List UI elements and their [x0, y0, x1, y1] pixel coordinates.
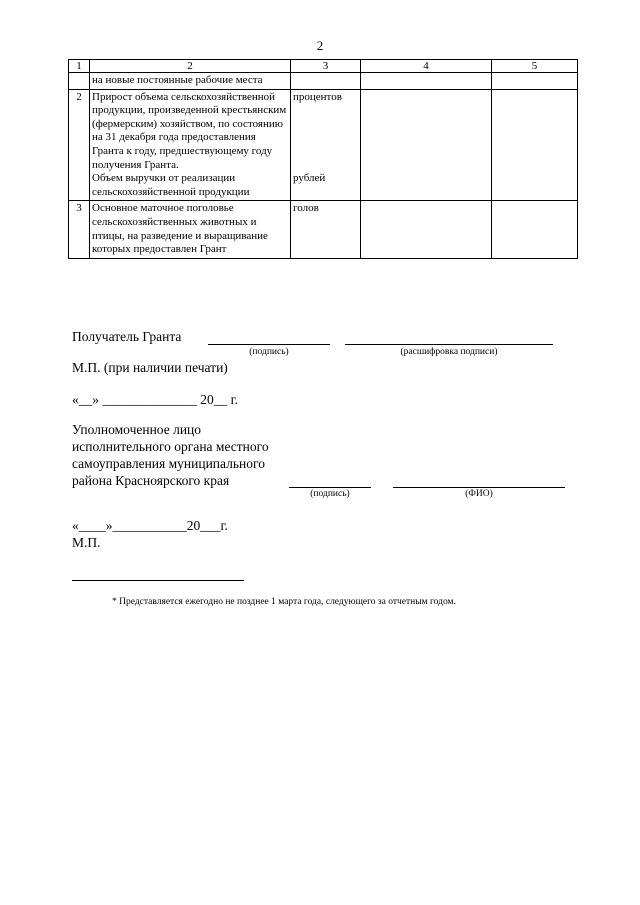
signature-caption: (подпись) [310, 489, 350, 499]
official-line: Уполномоченное лицо [72, 422, 202, 437]
table-header-row [69, 60, 578, 73]
unit-cell [291, 89, 361, 201]
indicators-table [68, 59, 578, 259]
name-line [393, 487, 565, 488]
table-header-cell: 5 [492, 60, 578, 73]
value-cell [492, 201, 578, 258]
indicator-cell [90, 89, 291, 201]
value-cell [361, 89, 492, 201]
value-cell [492, 89, 578, 201]
table-row [69, 201, 578, 258]
decode-caption: (расшифровка подписи) [400, 347, 498, 357]
recipient-label: Получатель Гранта [72, 329, 182, 344]
table-row [69, 73, 578, 90]
value-cell [361, 201, 492, 258]
recipient-stamp: М.П. (при наличии печати) [72, 360, 228, 375]
indicator-text: Объем выручки от реализации сельскохозяйственной продукции [92, 172, 250, 198]
table-row [69, 89, 578, 201]
official-stamp: М.П. [72, 535, 101, 550]
unit-text: рублей [293, 171, 326, 184]
official-line: самоуправления муниципального [72, 456, 265, 471]
signature-caption: (подпись) [249, 347, 289, 357]
table-header-cell: 1 [69, 60, 90, 73]
table-header-cell: 3 [291, 60, 361, 73]
page-number: 2 [316, 38, 324, 53]
indicator-text: Основное маточное поголовье сельскохозяйственных животных и птицы, на разведение и выращивание которых предоставлен Грант [90, 201, 291, 258]
indicator-text: Прирост объема сельскохозяйственной продукции, произведенной крестьянским (фермерским) хозяйством, по состоянию на 31 декабря года предоставления Гранта к году, предшествующему году получения Гранта. [92, 90, 287, 171]
recipient-date: «__» ______________ 20__ г. [72, 392, 239, 407]
unit-text: процентов [293, 90, 342, 103]
unit-text: голов [291, 201, 361, 258]
signature-line [289, 487, 371, 488]
footnote-divider [72, 580, 244, 581]
table-header-cell: 2 [90, 60, 291, 73]
row-number: 2 [69, 89, 90, 201]
official-line: исполнительного органа местного [72, 439, 269, 454]
name-caption: (ФИО) [465, 489, 493, 499]
footnote: * Представляется ежегодно не позднее 1 марта года, следующего за отчетным годом. [112, 597, 456, 607]
continuation-text: на новые постоянные рабочие места [90, 73, 291, 90]
row-number: 3 [69, 201, 90, 258]
official-date: «____»___________20___г. [72, 518, 228, 533]
decode-line [345, 344, 553, 345]
signature-line [208, 344, 330, 345]
official-line: района Красноярского края [72, 473, 230, 488]
table-header-cell: 4 [361, 60, 492, 73]
